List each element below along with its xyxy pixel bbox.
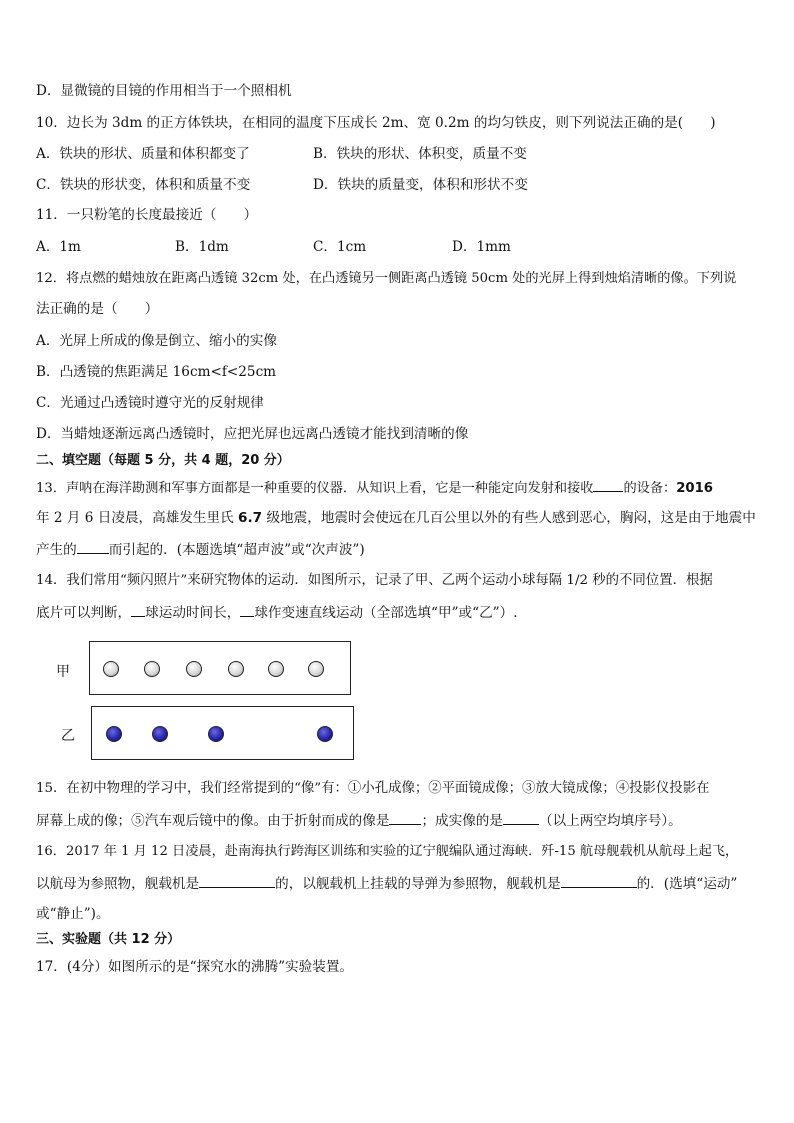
q17-stem: 17．(4分）如图所示的是“探究水的沸腾”实验装置。 — [36, 959, 354, 975]
ball-jia-1 — [103, 661, 119, 677]
q10-option-d: D．铁块的质量变，体积和形状不变 — [313, 177, 528, 193]
q14-blank-1[interactable] — [131, 603, 145, 617]
q14-line2-b: 球运动时间长， — [145, 605, 241, 621]
q14-line2 — [36, 603, 518, 622]
q13-line1-pre: 13．声呐在海洋勘测和军事方面都是一种重要的仪器．从知识上看，它是一种能定向发射和接收 — [36, 481, 594, 496]
ball-jia-2 — [144, 661, 160, 677]
q15-blank-1[interactable] — [389, 811, 421, 825]
q13-line3-pre: 产生的 — [36, 542, 77, 558]
q11-stem: 11．一只粉笔的长度最接近（ ） — [36, 207, 258, 223]
q13-year: 2016 — [676, 481, 713, 496]
q15-line2-a: 屏幕上成的像；⑤汽车观后镜中的像。由于折射而成的像是 — [36, 813, 390, 829]
q16-line2-b: 的，以舰载机上挂载的导弹为参照物，舰载机是 — [275, 876, 561, 892]
q16-line2-c: 的．(选填“运动” — [636, 876, 738, 892]
q12-option-d: D．当蜡烛逐渐远离凸透镜时，应把光屏也远离凸透镜才能找到清晰的像 — [36, 426, 469, 442]
q9-option-d: D．显微镜的目镜的作用相当于一个照相机 — [36, 83, 292, 99]
q11-option-d: D．1mm — [452, 239, 511, 255]
q14-line2-a: 底片可以判断， — [36, 605, 132, 621]
section-2-heading: 二、填空题（每题 5 分，共 4 题，20 分） — [36, 453, 290, 468]
q13-line3-post: 而引起的．(本题选填“超声波”或“次声波”) — [108, 542, 365, 558]
figure-label-yi: 乙 — [61, 728, 75, 744]
q11-option-c: C．1cm — [313, 239, 367, 255]
strobe-photo-yi — [91, 706, 354, 760]
figure-label-jia: 甲 — [56, 664, 70, 680]
q15-line2-c: （以上两空均填序号）。 — [539, 813, 682, 829]
q16-blank-1[interactable] — [199, 874, 275, 888]
q12-option-a: A．光屏上所成的像是倒立、缩小的实像 — [36, 333, 277, 349]
q12-option-c: C．光通过凸透镜时遵守光的反射规律 — [36, 395, 264, 411]
q16-line2 — [36, 874, 737, 893]
q13-line1-post: 的设备： — [623, 481, 677, 496]
q16-blank-2[interactable] — [561, 874, 637, 888]
section-3-heading: 三、实验题（共 12 分） — [36, 932, 181, 947]
ball-jia-5 — [268, 661, 284, 677]
q12-option-b: B．凸透镜的焦距满足 16cm<f<25cm — [36, 364, 277, 380]
q14-line1: 14．我们常用“频闪照片”来研究物体的运动．如图所示，记录了甲、乙两个运动小球每隔 1/2 秒的不同位置．根据 — [36, 573, 713, 588]
q10-option-a: A．铁块的形状、质量和体积都变了 — [36, 146, 250, 162]
q13-line2 — [36, 509, 756, 527]
q16-line3: 或“静止”)。 — [36, 906, 110, 922]
ball-yi-1 — [106, 726, 122, 742]
ball-yi-4 — [317, 726, 333, 742]
ball-yi-2 — [152, 726, 168, 742]
q16-line2-a: 以航母为参照物，舰载机是 — [36, 876, 200, 892]
ball-jia-6 — [308, 661, 324, 677]
ball-jia-3 — [186, 661, 202, 677]
q13-blank-1[interactable] — [593, 478, 623, 492]
q11-option-b: B．1dm — [175, 239, 229, 255]
q14-blank-2[interactable] — [240, 603, 254, 617]
q13-line1 — [36, 478, 713, 498]
q10-option-b: B．铁块的形状、体积变，质量不变 — [313, 146, 527, 162]
q10-stem: 10．边长为 3dm 的正方体铁块，在相同的温度下压成长 2m、宽 0.2m 的均匀铁皮，则下列说法正确的是( ) — [36, 115, 716, 131]
q15-line2-b: ；成实像的是 — [421, 813, 503, 829]
q15-line1: 15．在初中物理的学习中，我们经常提到的“像”有：①小孔成像；②平面镜成像；③放大镜成像；④投影仪投影在 — [36, 781, 710, 796]
q10-option-c: C．铁块的形状变，体积和质量不变 — [36, 177, 251, 193]
q13-blank-2[interactable] — [77, 540, 109, 554]
q11-option-a: A．1m — [36, 239, 81, 255]
q15-blank-2[interactable] — [503, 811, 539, 825]
q13-line2-a: 年 2 月 6 日凌晨，高雄发生里氏 — [36, 510, 239, 526]
q12-stem-line2: 法正确的是（ ） — [36, 301, 159, 317]
q13-line2-b: 级地震，地震时会使远在几百公里以外的有些人感到恶心，胸闷，这是由于地震中 — [262, 510, 756, 526]
q12-stem-line1: 12．将点燃的蜡烛放在距离凸透镜 32cm 处，在凸透镜另一侧距离凸透镜 50cm 处的光屏上得到烛焰清晰的像。下列说 — [36, 271, 737, 286]
q14-line2-c: 球作变速直线运动（全部选填“甲”或“乙”）. — [254, 605, 518, 621]
q13-magnitude: 6.7 — [238, 510, 263, 526]
strobe-photo-jia — [89, 641, 351, 695]
ball-yi-3 — [208, 726, 224, 742]
q16-line1: 16．2017 年 1 月 12 日凌晨，赴南海执行跨海区训练和实验的辽宁舰编队通过海峡．歼-15 航母舰载机从航母上起飞， — [36, 844, 739, 859]
q13-line3 — [36, 540, 365, 559]
q15-line2 — [36, 811, 682, 830]
ball-jia-4 — [228, 661, 244, 677]
